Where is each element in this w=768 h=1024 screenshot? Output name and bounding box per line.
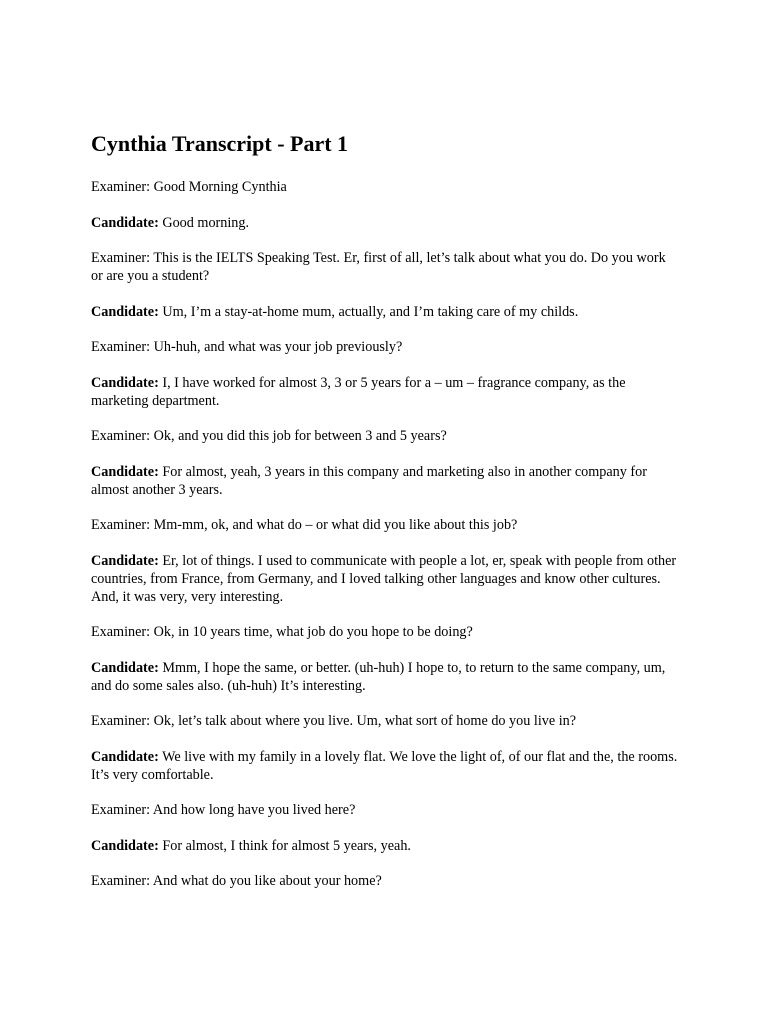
turn-text: We live with my family in a lovely flat. We love the light of, of our flat and the, the rooms. It’s very comfortable. (91, 748, 678, 783)
turn-text: Er, lot of things. I used to communicate with people a lot, er, speak with people from other countries, from France, from Germany, and I loved talking other languages and know other cultures. And, it was very, very interesting. (91, 552, 677, 605)
turn-text: Um, I’m a stay-at-home mum, actually, and I’m taking care of my childs. (162, 303, 579, 320)
transcript-turn (91, 249, 681, 285)
turn-text: And how long have you lived here? (152, 802, 356, 818)
transcript-turn (91, 623, 681, 641)
candidate-label: Candidate: (91, 659, 159, 676)
turn-text: For almost, I think for almost 5 years, yeah. (162, 837, 411, 854)
candidate-label: Candidate: (91, 214, 159, 231)
transcript-page (91, 130, 681, 908)
transcript-turn (91, 837, 681, 855)
turn-text: Uh-huh, and what was your job previously? (153, 339, 403, 355)
candidate-label: Candidate: (91, 552, 159, 569)
candidate-label: Candidate: (91, 374, 159, 391)
examiner-label: Examiner: (91, 517, 151, 533)
transcript-turn (91, 463, 681, 499)
transcript-turn (91, 374, 681, 410)
turn-text: Ok, and you did this job for between 3 and 5 years? (153, 428, 447, 444)
examiner-label: Examiner: (91, 802, 151, 818)
transcript-turn (91, 712, 681, 730)
examiner-label: Examiner: (91, 713, 151, 729)
candidate-label: Candidate: (91, 748, 159, 765)
turn-text: Ok, in 10 years time, what job do you hope to be doing? (153, 624, 473, 640)
transcript-turn (91, 338, 681, 356)
transcript-turn (91, 427, 681, 445)
transcript-turn (91, 659, 681, 695)
transcript-turn (91, 552, 681, 606)
examiner-label: Examiner: (91, 428, 151, 444)
turn-text: I, I have worked for almost 3, 3 or 5 years for a – um – fragrance company, as the marketing department. (91, 374, 626, 409)
turn-text: For almost, yeah, 3 years in this company and marketing also in another company for almost another 3 years. (91, 463, 647, 498)
examiner-label: Examiner: (91, 873, 151, 889)
turn-text: Good morning. (162, 214, 250, 231)
candidate-label: Candidate: (91, 837, 159, 854)
transcript-turn (91, 303, 681, 321)
candidate-label: Candidate: (91, 463, 159, 480)
examiner-label: Examiner: (91, 339, 151, 355)
transcript-turn (91, 801, 681, 819)
examiner-label: Examiner: (91, 624, 151, 640)
turn-text: Good Morning Cynthia (153, 179, 287, 195)
transcript-turn (91, 214, 681, 232)
turn-text: This is the IELTS Speaking Test. Er, first of all, let’s talk about what you do. Do you work or are you a student? (91, 250, 666, 284)
examiner-label: Examiner: (91, 179, 151, 195)
turn-text: Ok, let’s talk about where you live. Um, what sort of home do you live in? (153, 713, 577, 729)
document-title: Cynthia Transcript - Part 1 (91, 131, 349, 156)
transcript-turn (91, 872, 681, 890)
transcript-turn (91, 516, 681, 534)
examiner-label: Examiner: (91, 250, 151, 266)
transcript-turn (91, 748, 681, 784)
turn-text: Mmm, I hope the same, or better. (uh-huh) I hope to, to return to the same company, um, and do some sales also. (uh-huh) It’s interesting. (91, 659, 666, 694)
transcript-body (91, 178, 681, 890)
turn-text: And what do you like about your home? (152, 873, 382, 889)
turn-text: Mm-mm, ok, and what do – or what did you like about this job? (153, 517, 518, 533)
candidate-label: Candidate: (91, 303, 159, 320)
transcript-turn (91, 178, 681, 196)
